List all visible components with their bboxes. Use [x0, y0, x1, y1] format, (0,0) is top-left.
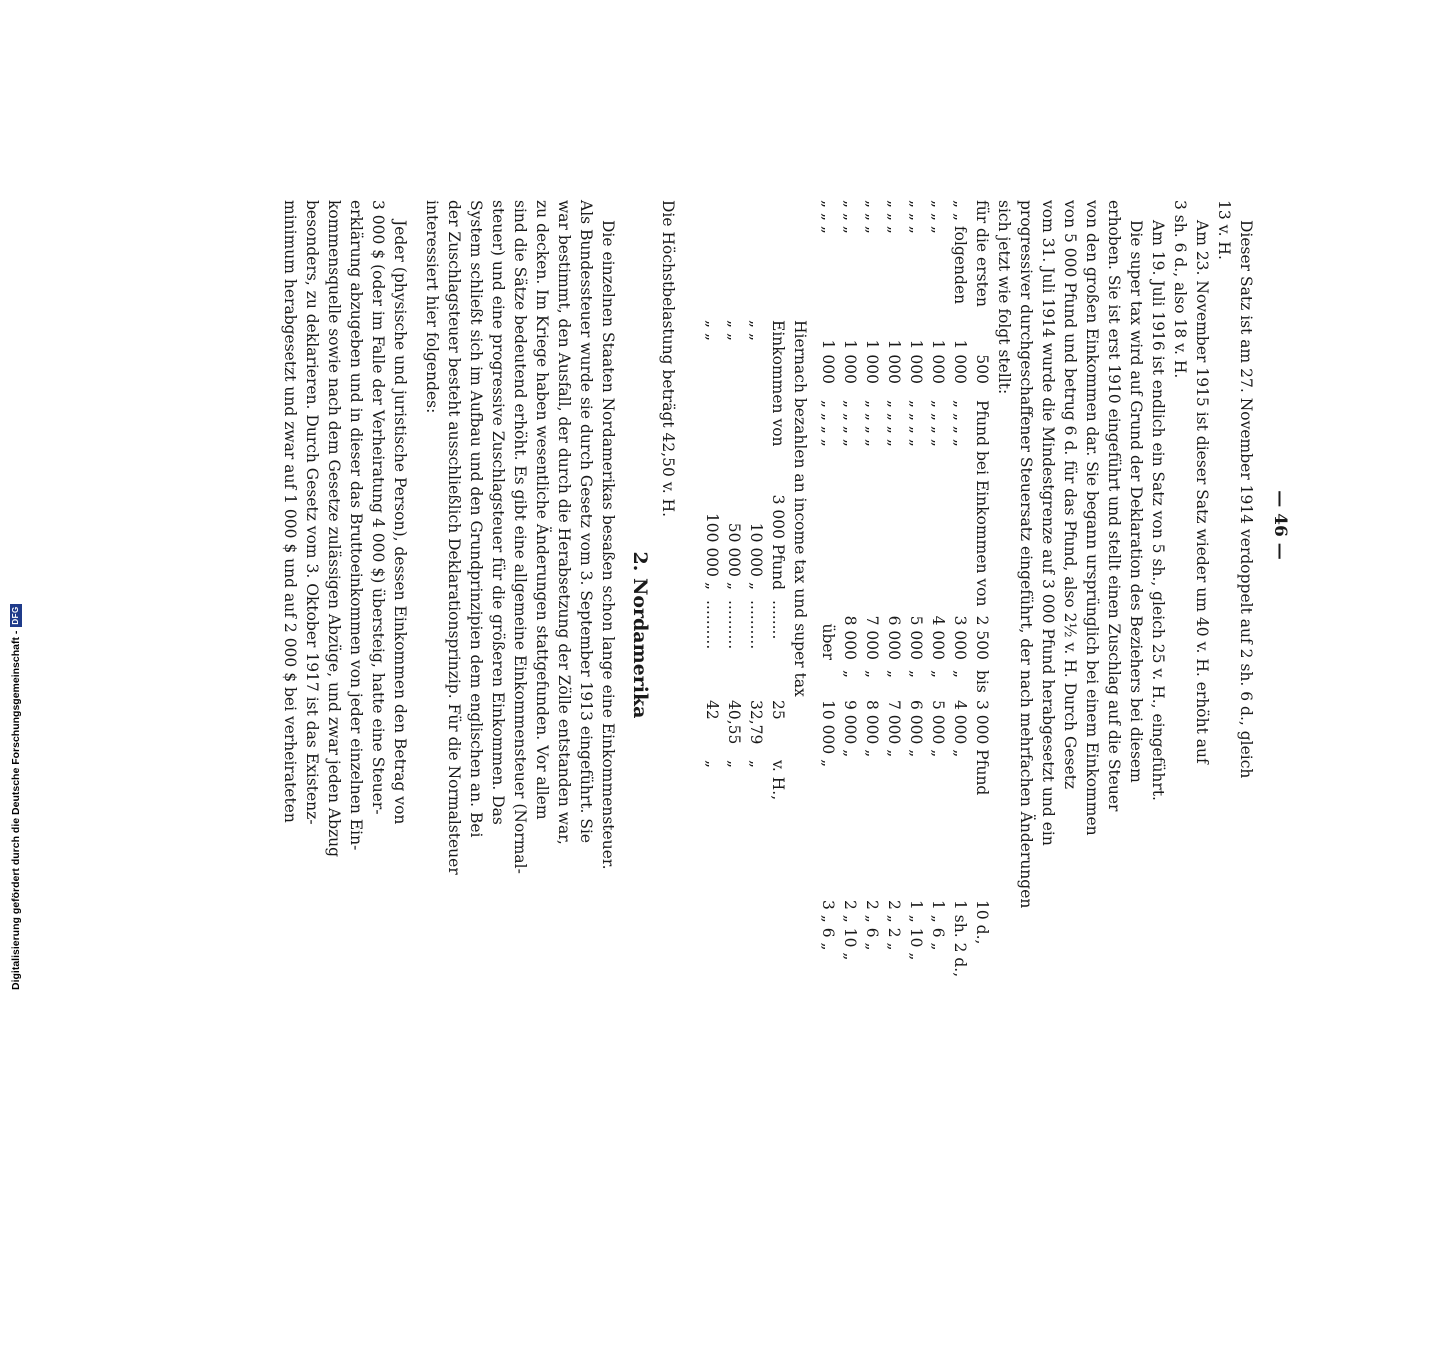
text-line: erhoben. Sie ist erst 1910 eingeführt und stellt einen Zuschlag auf die Steuer: [1105, 200, 1123, 812]
super-tax-amount: 500: [973, 354, 991, 384]
income-amount: 50 000 „: [725, 522, 743, 590]
super-tax-unit: „ „ „ „: [863, 400, 881, 447]
super-tax-rate: 10 d.,: [973, 900, 991, 945]
super-tax-rate: 2 „ 6 „: [863, 900, 881, 951]
super-tax-prefix: „ „ „: [907, 200, 925, 234]
super-tax-from: 5 000: [907, 615, 925, 660]
super-tax-to: 9 000 „: [841, 700, 859, 758]
text-line: besonders, zu deklarieren. Durch Gesetz vom 3. Oktober 1917 ist das Existenz-: [303, 200, 321, 825]
super-tax-from: 4 000: [929, 615, 947, 660]
super-tax-from: 7 000: [863, 615, 881, 660]
super-tax-unit: „ „ „ „: [819, 400, 837, 447]
super-tax-from: 3 000: [951, 615, 969, 660]
section-heading: 2. Nordamerika: [629, 551, 651, 719]
super-tax-amount: 1 000: [885, 339, 903, 384]
income-dots: ..........: [747, 600, 765, 650]
super-tax-rate: 2 „ 2 „: [885, 900, 903, 951]
text-line: Als Bundessteuer wurde sie durch Gesetz vom 3. September 1913 eingeführt. Sie: [577, 200, 595, 844]
income-unit: v. H.,: [769, 760, 787, 801]
super-tax-rate: 1 sh. 2 d.,: [951, 900, 969, 978]
text-line: 3 sh. 6 d., also 18 v. H.: [1171, 200, 1189, 379]
super-tax-prefix: für die ersten: [973, 200, 991, 307]
super-tax-to: 6 000 „: [907, 700, 925, 758]
income-unit: „: [725, 760, 743, 769]
super-tax-prefix: „ „ „: [819, 200, 837, 234]
super-tax-to: 10 000 „: [819, 700, 837, 768]
text-line: interessiert hier folgendes:: [423, 200, 441, 414]
text-line: Die super tax wird auf Grund der Deklaration des Beziehers bei diesem: [1127, 220, 1145, 783]
super-tax-bis: „: [885, 670, 903, 679]
super-tax-row: [926, 200, 948, 1070]
super-tax-amount: 1 000: [951, 339, 969, 384]
super-tax-rate: 1 „ 6 „: [929, 900, 947, 951]
super-tax-to: 4 000 „: [951, 700, 969, 758]
super-tax-row: [948, 200, 970, 1070]
super-tax-rate: 1 „ 10 „: [907, 900, 925, 961]
income-amount: 3 000 Pfund: [769, 494, 787, 590]
text-line: von 5 000 Pfund und betrug 6 d. für das Pfund, also 2½ v. H. Durch Gesetz: [1061, 200, 1079, 790]
super-tax-row: [882, 200, 904, 1070]
super-tax-row: [860, 200, 882, 1070]
super-tax-prefix: „ „ folgenden: [951, 200, 969, 305]
text-line: minimum herabgesetzt und zwar auf 1 000 $ und auf 2 000 $ bei verheirateten: [281, 200, 299, 823]
rotated-page: [281, 200, 1290, 1350]
text-line: Am 19. Juli 1916 ist endlich ein Satz von 5 sh., gleich 25 v. H., eingeführt.: [1149, 220, 1167, 801]
text-line: sich jetzt wie folgt stellt:: [995, 200, 1013, 395]
super-tax-rate: 3 „ 6 „: [819, 900, 837, 951]
super-tax-from: 6 000: [885, 615, 903, 660]
text-line: Am 23. November 1915 ist dieser Satz wieder um 40 v. H. erhöht auf: [1193, 220, 1211, 764]
super-tax-row: [816, 200, 838, 1070]
income-dots: ........: [769, 600, 787, 640]
super-tax-prefix: „ „ „: [841, 200, 859, 234]
super-tax-unit: Pfund bei Einkommen von: [973, 400, 991, 607]
income-label: Einkommen von: [769, 320, 787, 447]
income-label: „ „: [703, 320, 721, 341]
super-tax-unit: „ „ „ „: [841, 400, 859, 447]
income-value: 25: [769, 700, 787, 720]
income-dots: ..........: [725, 600, 743, 650]
dfg-logo: DFG: [11, 606, 20, 625]
super-tax-amount: 1 000: [907, 339, 925, 384]
super-tax-unit: „ „ „ „: [929, 400, 947, 447]
income-unit: „: [703, 760, 721, 769]
income-row: [722, 200, 744, 1070]
text-line: 3 000 $ (oder im Falle der Verheiratung 4 000 $) übersteig, hatte eine Steuer-: [369, 200, 387, 815]
income-amount: 100 000 „: [703, 512, 721, 590]
super-tax-bis: „: [907, 670, 925, 679]
income-amount: 10 000 „: [747, 522, 765, 590]
text-line: progressiver durchgeschaffener Steuersatz eingeführt, der nach mehrfachen Änderungen: [1017, 200, 1035, 909]
super-tax-row: [970, 200, 992, 1070]
text-line: kommensquelle sowie nach dem Gesetze zulässigen Abzüge, und zwar jeden Abzug: [325, 200, 343, 858]
super-tax-amount: 1 000: [863, 339, 881, 384]
super-tax-prefix: „ „ „: [929, 200, 947, 234]
super-tax-bis: „: [951, 670, 969, 679]
text-line: System schließt sich im Aufbau und den Grundprinzipien dem englischen an. Bei: [467, 200, 485, 838]
income-row: [744, 200, 766, 1070]
super-tax-to: 7 000 „: [885, 700, 903, 758]
footer-credit: [10, 604, 22, 990]
text-line: Jeder (physische und juristische Person), dessen Einkommen den Betrag von: [391, 220, 409, 825]
footer-credit-text: Digitalisierung gefördert durch die Deutsche Forschungsgemeinschaft -: [10, 630, 22, 990]
super-tax-row: [904, 200, 926, 1070]
income-dots: ..........: [703, 600, 721, 650]
text-line: von den großen Einkommen dar. Sie begann ursprünglich bei einem Einkommen: [1083, 200, 1101, 836]
text-line: erklärung abzugeben und in dieser das Bruttoeinkommen von jeder einzelnen Ein-: [347, 200, 365, 851]
super-tax-amount: 1 000: [819, 339, 837, 384]
text-line: 13 v. H.: [1215, 200, 1233, 260]
hoechstbelastung-line: Die Höchstbelastung beträgt 42,50 v. H.: [659, 200, 677, 518]
text-line: Die einzelnen Staaten Nordamerikas besaßen schon lange eine Einkommensteuer.: [599, 220, 617, 870]
income-label: „ „: [725, 320, 743, 341]
super-tax-row: [838, 200, 860, 1070]
super-tax-from: 2 500: [973, 615, 991, 660]
super-tax-bis: „: [841, 670, 859, 679]
super-tax-bis: bis: [973, 670, 991, 693]
text-line: der Zuschlagsteuer besteht ausschließlich Deklarationsprinzip. Für die Normalsteuer: [445, 200, 463, 875]
page-number: — 46 —: [1270, 490, 1290, 560]
text-line: steuer) und eine progressive Zuschlagsteuer für die größeren Einkommen. Das: [489, 200, 507, 825]
income-row: [700, 200, 722, 1070]
text-line: Dieser Satz ist am 27. November 1914 verdoppelt auf 2 sh. 6 d., gleich: [1237, 220, 1255, 779]
income-label: „ „: [747, 320, 765, 341]
income-value: 32,79: [747, 700, 765, 745]
super-tax-unit: „ „ „ „: [907, 400, 925, 447]
super-tax-to: 8 000 „: [863, 700, 881, 758]
super-tax-prefix: „ „ „: [863, 200, 881, 234]
super-tax-bis: „: [863, 670, 881, 679]
super-tax-from: 8 000: [841, 615, 859, 660]
income-unit: „: [747, 760, 765, 769]
super-tax-rate: 2 „ 10 „: [841, 900, 859, 961]
super-tax-to: 5 000 „: [929, 700, 947, 758]
super-tax-amount: 1 000: [929, 339, 947, 384]
super-tax-amount: 1 000: [841, 339, 859, 384]
super-tax-unit: „ „ „ „: [885, 400, 903, 447]
text-line: vom 31. Juli 1914 wurde die Mindestgrenze auf 3 000 Pfund herabgesetzt und ein: [1039, 200, 1057, 846]
super-tax-bis: „: [929, 670, 947, 679]
text-line: war bestimmt, den Ausfall, der durch die Herabsetzung der Zölle entstanden war,: [555, 200, 573, 845]
text-line: zu decken. Im Kriege haben wesentliche Änderungen stattgefunden. Vor allem: [533, 200, 551, 820]
super-tax-from: über: [819, 623, 837, 660]
income-row: [766, 200, 788, 1070]
income-intro: Hiernach bezahlen an income tax und super tax: [791, 320, 809, 697]
income-value: 40,55: [725, 700, 743, 745]
super-tax-unit: „ „ „ „: [951, 400, 969, 447]
income-value: 42: [703, 700, 721, 720]
super-tax-to: 3 000 Pfund: [973, 700, 991, 796]
text-line: sind die Sätze bedeutend erhöht. Es gibt eine allgemeine Einkommensteuer (Normal-: [511, 200, 529, 874]
super-tax-prefix: „ „ „: [885, 200, 903, 234]
